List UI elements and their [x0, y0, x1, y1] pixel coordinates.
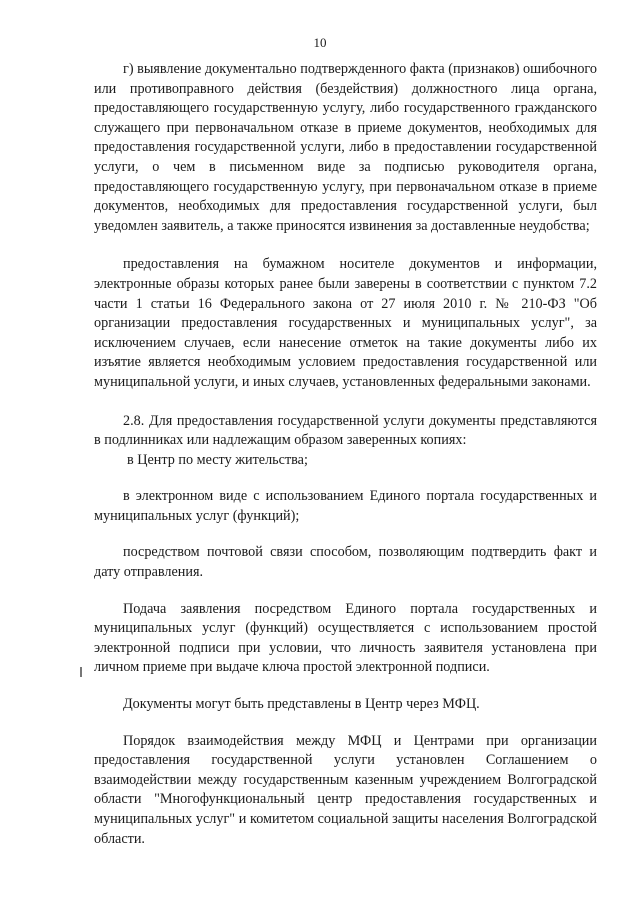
paragraph-g-apology: г) выявление документально подтвержденного факта (признаков) ошибочного или противоправного действия (бездействия) должностного лица органа, предоставляющего государственную услугу, либо государственного гражданского служащего при первоначальном отказе в приеме документов, необходимых для предоставления государственной услуги, либо в предоставлении государственной услуги, о чем в письменном виде за подписью руководителя органа, предоставляющего государственную услугу, при первоначальном отказе в приеме документов, необходимых для предоставления государственной услуги, был уведомлен заявитель, а также приносятся извинения за доставленные неудобства; [94, 61, 597, 234]
paragraph-center-residence: в Центр по месту жительства; [127, 451, 308, 468]
paragraph-2-8: 2.8. Для предоставления государственной услуги документы представляются в подлинниках или надлежащим образом заверенных копиях: [94, 412, 597, 449]
paragraph-electronic-form: в электронном виде с использованием Единого портала государственных и муниципальных услуг (функций); [94, 488, 597, 524]
paragraph-paper-documents: предоставления на бумажном носителе документов и информации, электронные образы которых ранее были заверены в соответствии с пунктом 7.2 части 1 статьи 16 Федерального закона от 27 июля 2010 г. № 210-ФЗ "Об организации предоставления государственных и муниципальных услуг", за исключением случаев, если нанесение отметок на такие документы либо их изъятие является необходимым условием предоставления государственной или муниципальной услуги, и иных случаев, установленных федеральными законами. [94, 256, 597, 390]
paragraph-mfc-submission: Документы могут быть представлены в Центр через МФЦ. [123, 696, 480, 713]
paragraph-electronic-signature: Подача заявления посредством Единого портала государственных и муниципальных услуг (функций) осуществляется с использованием простой электронной подписи при условии, что личность заявителя установлена при личном приеме при выдаче ключа простой электронной подписи. [94, 600, 597, 676]
paragraph-postal: посредством почтовой связи способом, позволяющим подтвердить факт и дату отправления. [94, 544, 597, 581]
paragraph-interaction-order: Порядок взаимодействия между МФЦ и Центрами при организации предоставления государственной услуги установлен Соглашением о взаимодействии между государственным казенным учреждением Волгоградской области "Многофункциональный центр предоставления государственных и муниципальных услуг" и комитетом социальной защиты населения Волгоградской области. [94, 732, 597, 847]
margin-mark [80, 667, 82, 677]
page-number: 10 [313, 35, 327, 50]
document-body [94, 60, 597, 849]
